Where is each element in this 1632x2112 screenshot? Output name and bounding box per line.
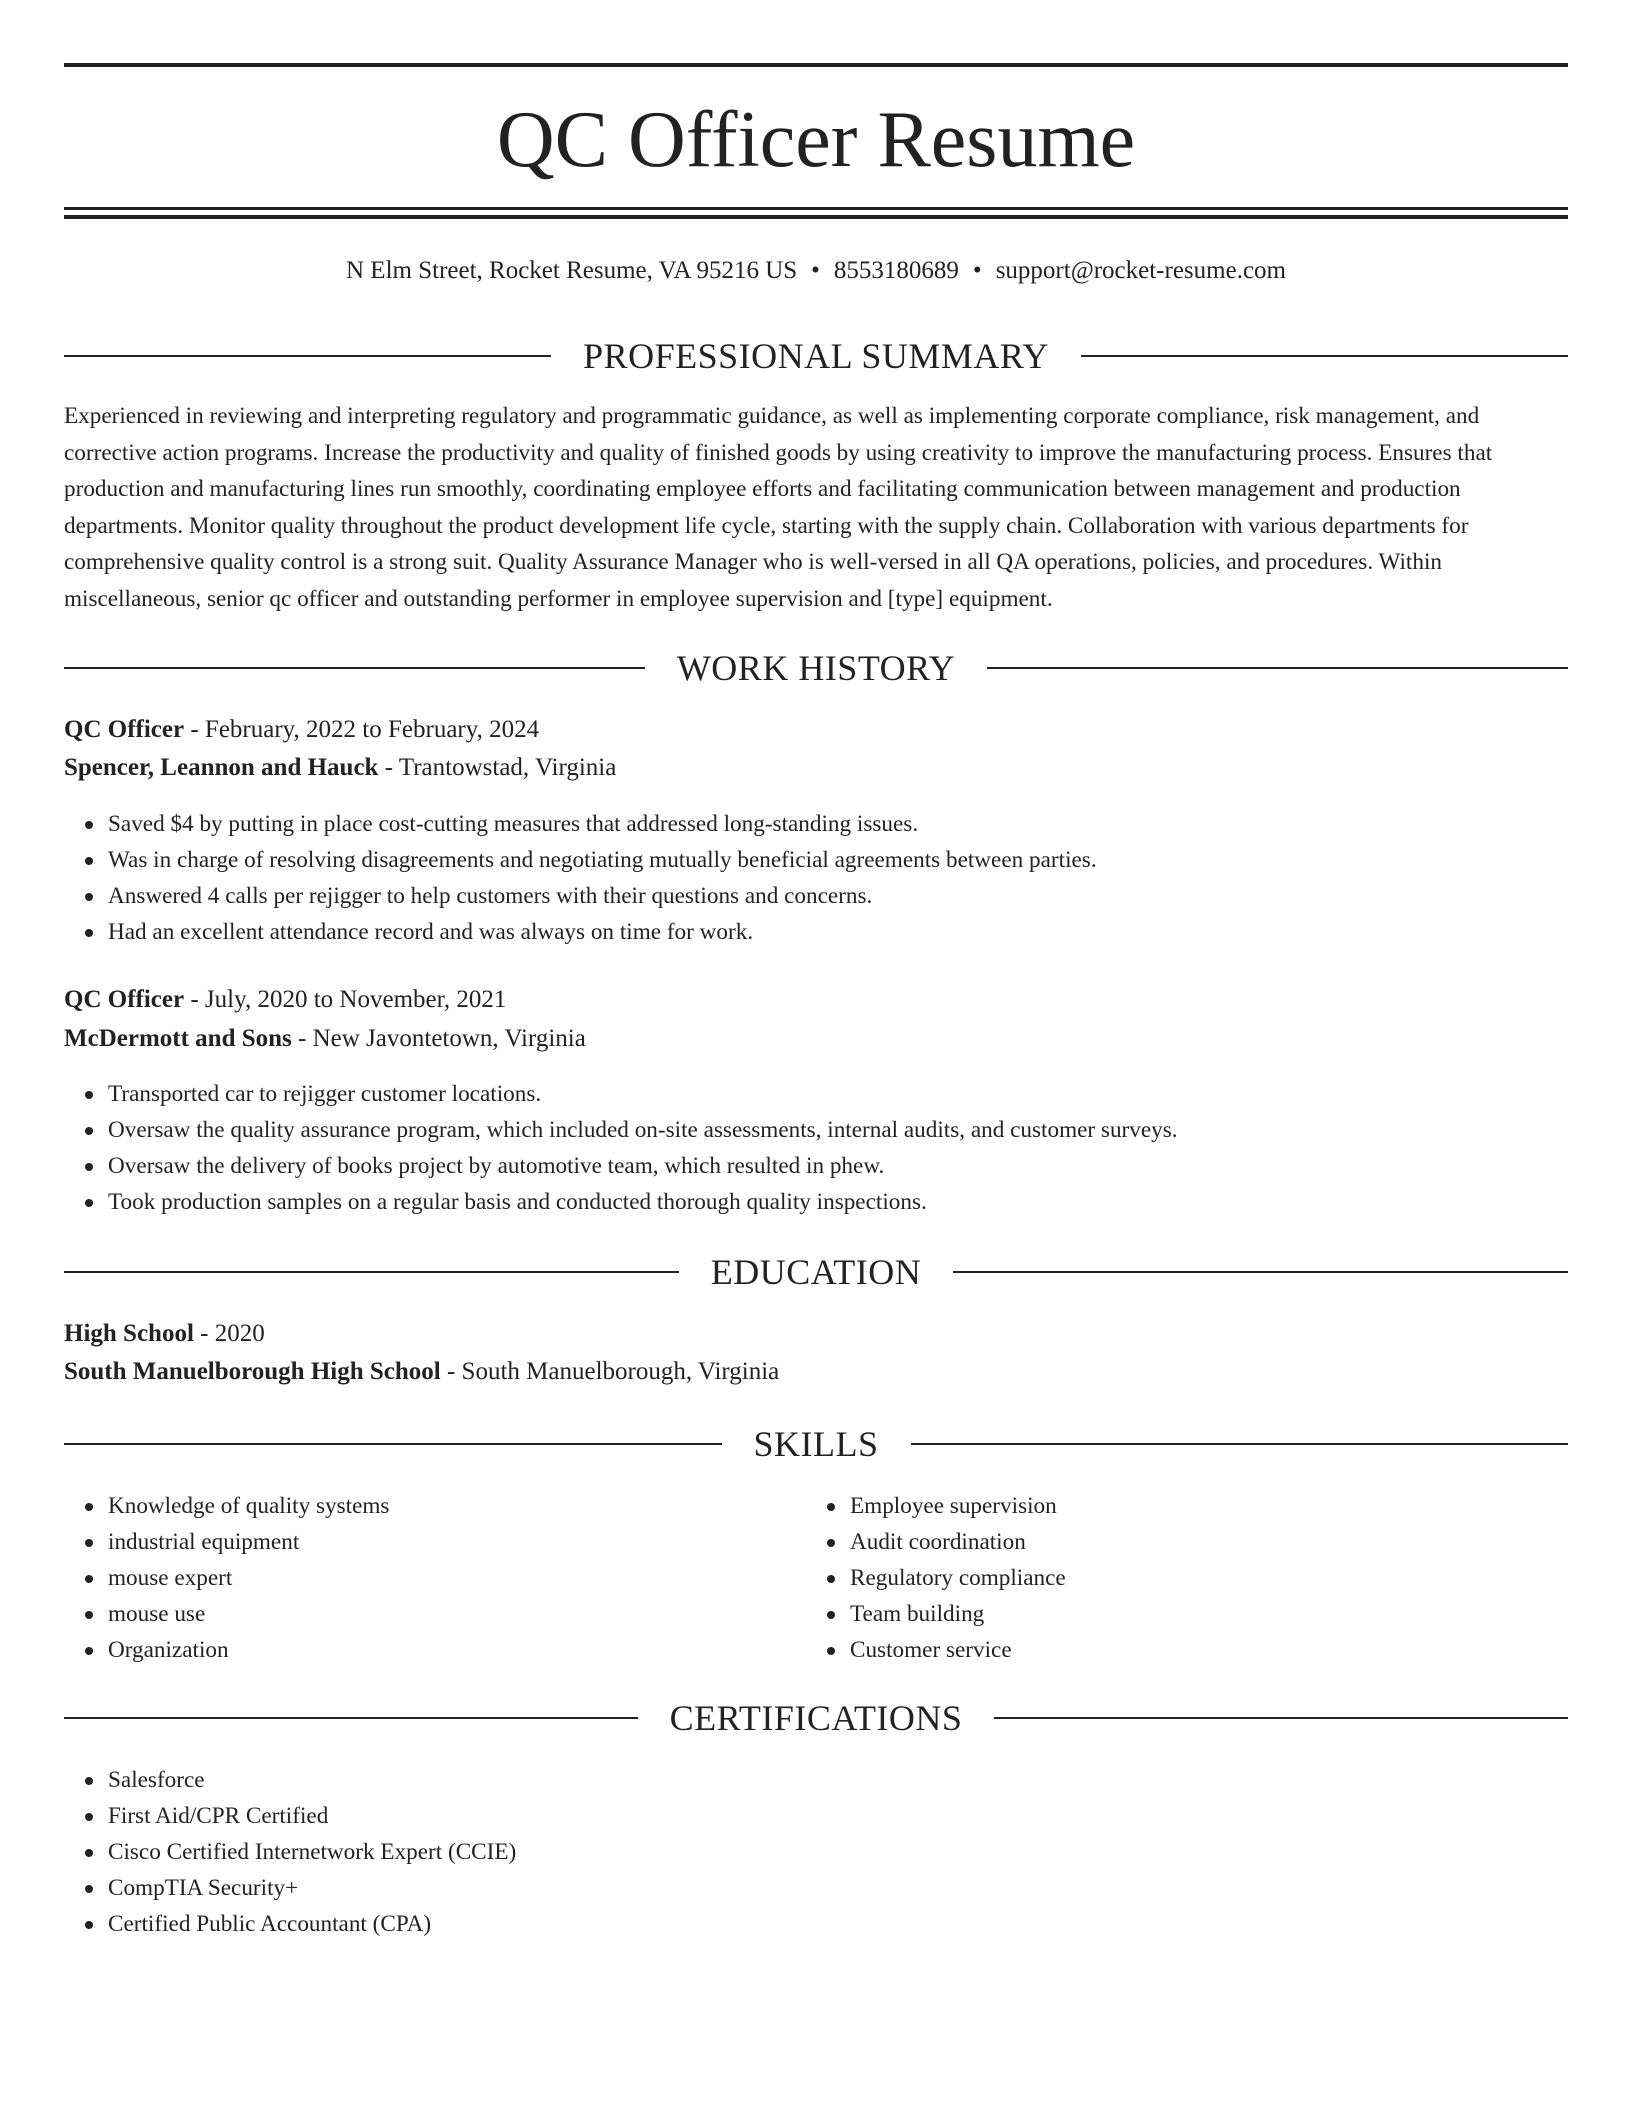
job-company-line xyxy=(64,751,616,785)
education-school: South Manuelborough High School xyxy=(64,1358,441,1385)
section-heading-summary xyxy=(64,334,1568,378)
list-item: CompTIA Security+ xyxy=(108,1870,516,1906)
contact-separator: • xyxy=(972,257,982,284)
job-dates: - February, 2022 to February, 2024 xyxy=(184,716,540,743)
section-title: SKILLS xyxy=(753,1424,879,1464)
job-location: - New Javontetown, Virginia xyxy=(291,1025,586,1052)
heading-rule xyxy=(64,667,645,669)
heading-rule xyxy=(64,1443,722,1445)
list-item: Customer service xyxy=(850,1632,1066,1668)
heading-rule xyxy=(64,1271,679,1273)
job-location: - Trantowstad, Virginia xyxy=(378,754,617,781)
job-company: Spencer, Leannon and Hauck xyxy=(64,754,379,781)
list-item: Oversaw the quality assurance program, which included on-site assessments, internal audits, and customer surveys. xyxy=(108,1112,1178,1148)
summary-text: Experienced in reviewing and interpreting regulatory and programmatic guidance, as well as implementing corporate compliance, risk management, and corrective action programs. Increase the productivity and quality of finished goods by using creativity to improve the manufacturing process. Ensures that production and manufacturing lines run smoothly, coordinating employee efforts and facilitating communication between management and production departments. Monitor quality throughout the product development life cycle, starting with the supply chain. Collaboration with various departments for comprehensive quality control is a strong suit. Quality Assurance Manager who is well-versed in all QA operations, policies, and procedures. Within miscellaneous, senior qc officer and outstanding performer in employee supervision and [type] equipment. xyxy=(64,403,1493,612)
job-title: QC Officer xyxy=(64,716,185,743)
contact-address: N Elm Street, Rocket Resume, VA 95216 US xyxy=(346,257,798,284)
list-item: Audit coordination xyxy=(850,1524,1066,1560)
list-item: Regulatory compliance xyxy=(850,1560,1066,1596)
title-rule-lower xyxy=(64,215,1568,219)
heading-rule xyxy=(953,1271,1568,1273)
list-item: Answered 4 calls per rejigger to help customers with their questions and concerns. xyxy=(108,878,1097,914)
heading-rule xyxy=(911,1443,1569,1445)
list-item: Oversaw the delivery of books project by automotive team, which resulted in phew. xyxy=(108,1148,1178,1184)
job-title-line xyxy=(64,983,506,1017)
section-heading-education xyxy=(64,1250,1568,1294)
job-company-line xyxy=(64,1022,586,1056)
title-rule-upper xyxy=(64,207,1568,210)
list-item: Took production samples on a regular basis and conducted thorough quality inspections. xyxy=(108,1184,1178,1220)
section-title: PROFESSIONAL SUMMARY xyxy=(583,336,1049,376)
list-item: mouse use xyxy=(108,1596,389,1632)
list-item: Employee supervision xyxy=(850,1488,1066,1524)
list-item: mouse expert xyxy=(108,1560,389,1596)
section-heading-certifications xyxy=(64,1696,1568,1740)
heading-rule xyxy=(64,355,551,357)
skills-list-right xyxy=(806,1488,1066,1668)
education-year: - 2020 xyxy=(193,1320,265,1347)
list-item: First Aid/CPR Certified xyxy=(108,1798,516,1834)
education-school-line xyxy=(64,1355,779,1389)
skills-list-left xyxy=(64,1488,389,1668)
list-item: industrial equipment xyxy=(108,1524,389,1560)
list-item: Knowledge of quality systems xyxy=(108,1488,389,1524)
list-item: Certified Public Accountant (CPA) xyxy=(108,1906,516,1942)
list-item: Team building xyxy=(850,1596,1066,1632)
list-item: Was in charge of resolving disagreements and negotiating mutually beneficial agreements between parties. xyxy=(108,842,1097,878)
certifications-list xyxy=(64,1762,516,1942)
heading-rule xyxy=(994,1717,1568,1719)
top-rule xyxy=(64,63,1568,67)
contact-email: support@rocket-resume.com xyxy=(995,257,1286,284)
education-location: - South Manuelborough, Virginia xyxy=(440,1358,780,1385)
job-company: McDermott and Sons xyxy=(64,1025,292,1052)
list-item: Salesforce xyxy=(108,1762,516,1798)
job-bullet-list xyxy=(64,1076,1178,1220)
education-degree: High School xyxy=(64,1320,194,1347)
heading-rule xyxy=(1081,355,1568,357)
list-item: Transported car to rejigger customer locations. xyxy=(108,1076,1178,1112)
section-title: WORK HISTORY xyxy=(676,648,956,688)
education-degree-line xyxy=(64,1317,265,1351)
page-title: QC Officer Resume xyxy=(496,96,1136,184)
heading-rule xyxy=(64,1717,638,1719)
list-item: Organization xyxy=(108,1632,389,1668)
list-item: Cisco Certified Internetwork Expert (CCIE) xyxy=(108,1834,516,1870)
section-heading-skills xyxy=(64,1422,1568,1466)
contact-phone: 8553180689 xyxy=(833,257,959,284)
job-title-line xyxy=(64,713,539,747)
list-item: Saved $4 by putting in place cost-cutting measures that addressed long-standing issues. xyxy=(108,806,1097,842)
heading-rule xyxy=(987,667,1568,669)
job-bullet-list xyxy=(64,806,1097,950)
job-title: QC Officer xyxy=(64,986,185,1013)
section-title: CERTIFICATIONS xyxy=(669,1698,963,1738)
section-title: EDUCATION xyxy=(710,1252,922,1292)
job-dates: - July, 2020 to November, 2021 xyxy=(184,986,507,1013)
list-item: Had an excellent attendance record and was always on time for work. xyxy=(108,914,1097,950)
contact-separator: • xyxy=(811,257,820,284)
contact-line xyxy=(64,254,1568,288)
section-heading-work-history xyxy=(64,646,1568,690)
